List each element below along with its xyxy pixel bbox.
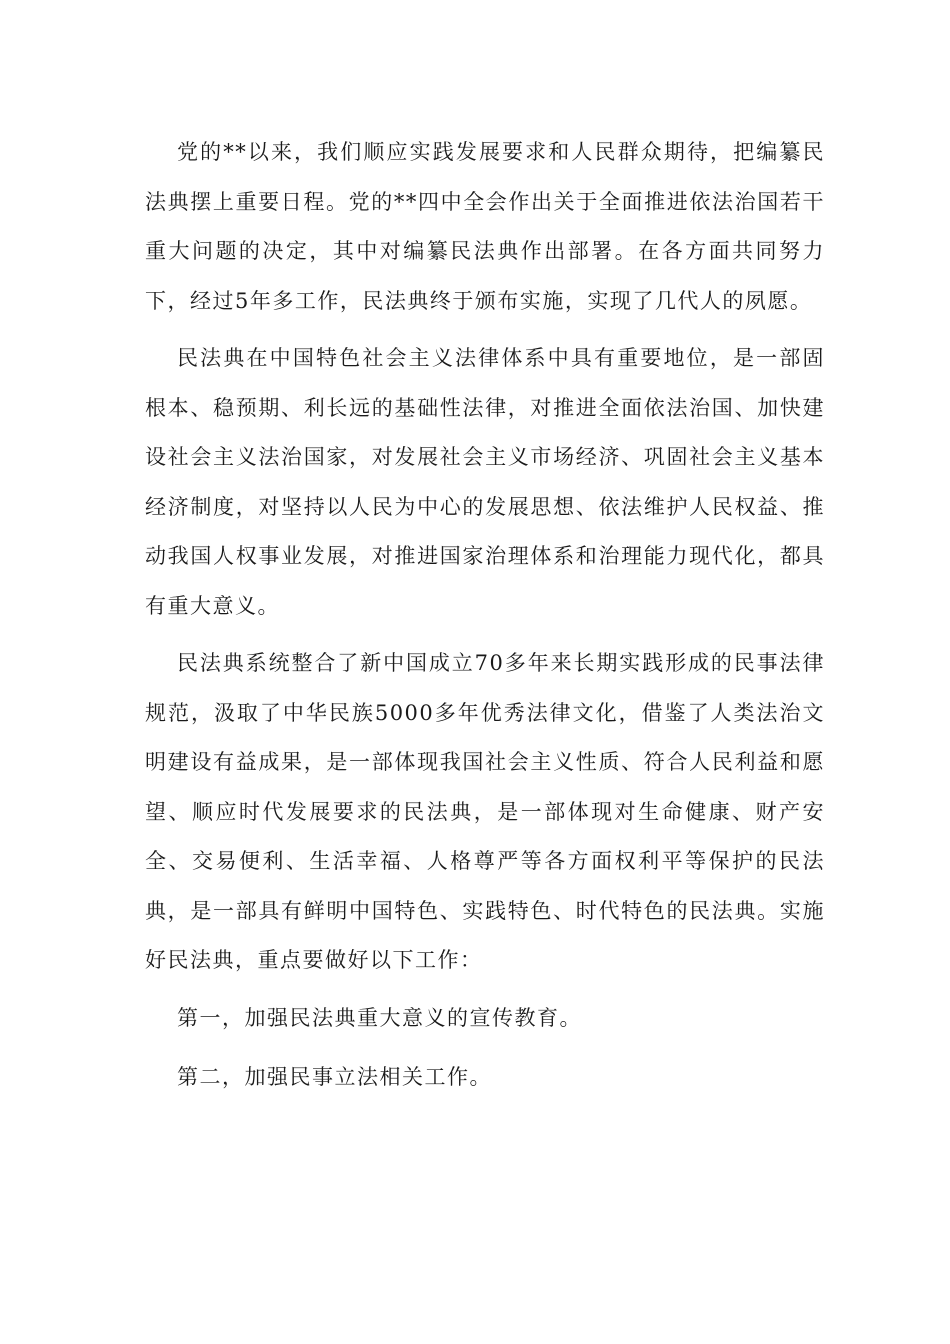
paragraph-integration: 民法典系统整合了新中国成立70多年来长期实践形成的民事法律规范，汲取了中华民族5000多年优秀法律文化，借鉴了人类法治文明建设有益成果，是一部体现我国社会主义性质、符合人民利益和愿望、顺应时代发展要求的民法典，是一部体现对生命健康、财产安全、交易便利、生活幸福、人格尊严等各方面权利平等保护的民法典，是一部具有鲜明中国特色、实践特色、时代特色的民法典。实施好民法典，重点要做好以下工作：	[145, 651, 825, 972]
paragraph-significance: 民法典在中国特色社会主义法律体系中具有重要地位，是一部固根本、稳预期、利长远的基础性法律，对推进全面依法治国、加快建设社会主义法治国家，对发展社会主义市场经济、巩固社会主义基本经济制度，对坚持以人民为中心的发展思想、依法维护人民权益、推动我国人权事业发展，对推进国家治理体系和治理能力现代化，都具有重大意义。	[145, 346, 825, 618]
document-body	[145, 128, 825, 1113]
paragraph-task-2: 第二，加强民事立法相关工作。	[177, 1065, 492, 1089]
paragraph-task-1: 第一，加强民法典重大意义的宣传教育。	[177, 1005, 582, 1030]
paragraph-intro: 党的**以来，我们顺应实践发展要求和人民群众期待，把编纂民法典摆上重要日程。党的**四中全会作出关于全面推进依法治国若干重大问题的决定，其中对编纂民法典作出部署。在各方面共同努力下，经过5年多工作，民法典终于颁布实施，实现了几代人的夙愿。	[145, 140, 825, 313]
